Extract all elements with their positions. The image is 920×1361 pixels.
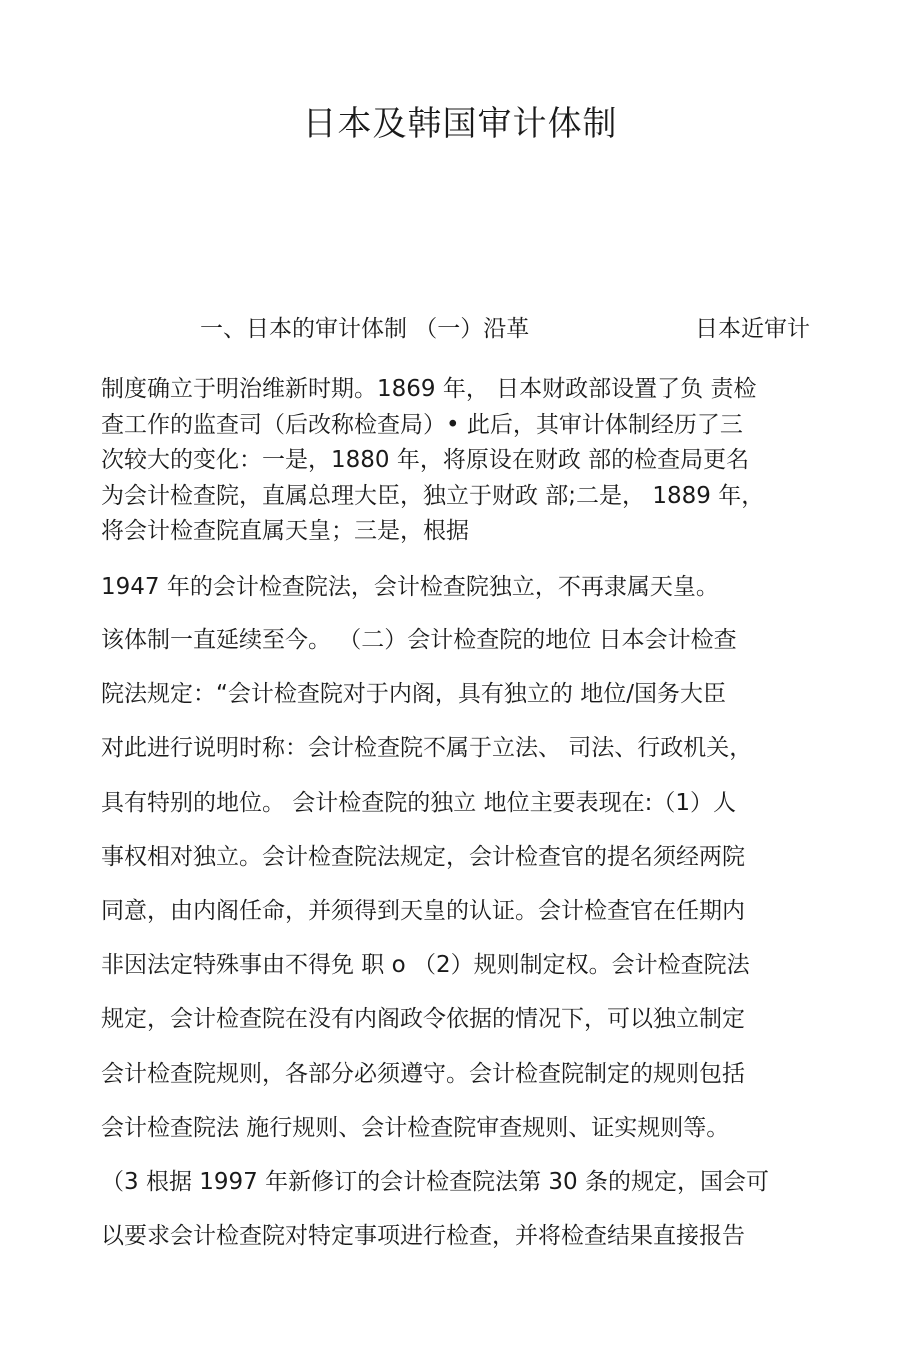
text-line: 1947 年的会计检查院法，会计检查院独立，不再隶属天皇。 xyxy=(101,574,719,600)
text-line: 院法规定：“会计检查院对于内阁，具有独立的 地位/国务大臣 xyxy=(101,681,726,708)
text-line: 会计检查院规则，各部分必须遵守。会计检查院制定的规则包括 xyxy=(101,1060,745,1087)
section-heading xyxy=(200,310,810,343)
text-line: （3 根据 1997 年新修订的会计检查院法第 30 条的规定，国会可 xyxy=(101,1168,769,1195)
text-line: 事权相对独立。会计检查院法规定，会计检查官的提名须经两院 xyxy=(101,843,745,870)
section-heading-left: 一、日本的审计体制 （一）沿革 xyxy=(200,316,530,342)
text-line: 规定，会计检查院在没有内阁政令依据的情况下，可以独立制定 xyxy=(101,1006,745,1033)
section-heading-right: 日本近审计 xyxy=(695,316,810,342)
paragraph-history xyxy=(101,372,831,550)
text-line: 将会计检查院直属天皇；三是，根据 xyxy=(101,518,469,544)
text-line: 非因法定特殊事由不得免 职 o （2）规则制定权。会计检查院法 xyxy=(101,952,750,979)
text-line: 以要求会计检查院对特定事项进行检查，并将检查结果直接报告 xyxy=(101,1223,745,1250)
text-line: 查工作的监查司（后改称检查局）• 此后，其审计体制经历了三 xyxy=(101,411,743,438)
paragraph-1947 xyxy=(101,568,831,601)
text-line: 制度确立于明治维新时期。1869 年， 日本财政部设置了负 责检 xyxy=(101,376,757,402)
text-line: 次较大的变化：一是，1880 年，将原设在财政 部的检查局更名 xyxy=(101,447,750,473)
text-line: 为会计检查院，直属总理大臣，独立于财政 部;二是， 1889 年， xyxy=(101,482,765,509)
document-title: 日本及韩国审计体制 xyxy=(302,104,618,144)
text-line: 具有特别的地位。 会计检查院的独立 地位主要表现在:（1）人 xyxy=(101,789,737,816)
text-line: 会计检查院法 施行规则、会计检查院审查规则、证实规则等。 xyxy=(101,1114,730,1141)
text-line: 该体制一直延续至今。 （二）会计检查院的地位 日本会计检查 xyxy=(101,627,737,653)
text-line: 对此进行说明时称：会计检查院不属于立法、 司法、行政机关， xyxy=(101,735,753,762)
text-line: 同意，由内阁任命，并须得到天皇的认证。会计检查官在任期内 xyxy=(101,897,745,924)
paragraph-status xyxy=(101,620,831,1270)
